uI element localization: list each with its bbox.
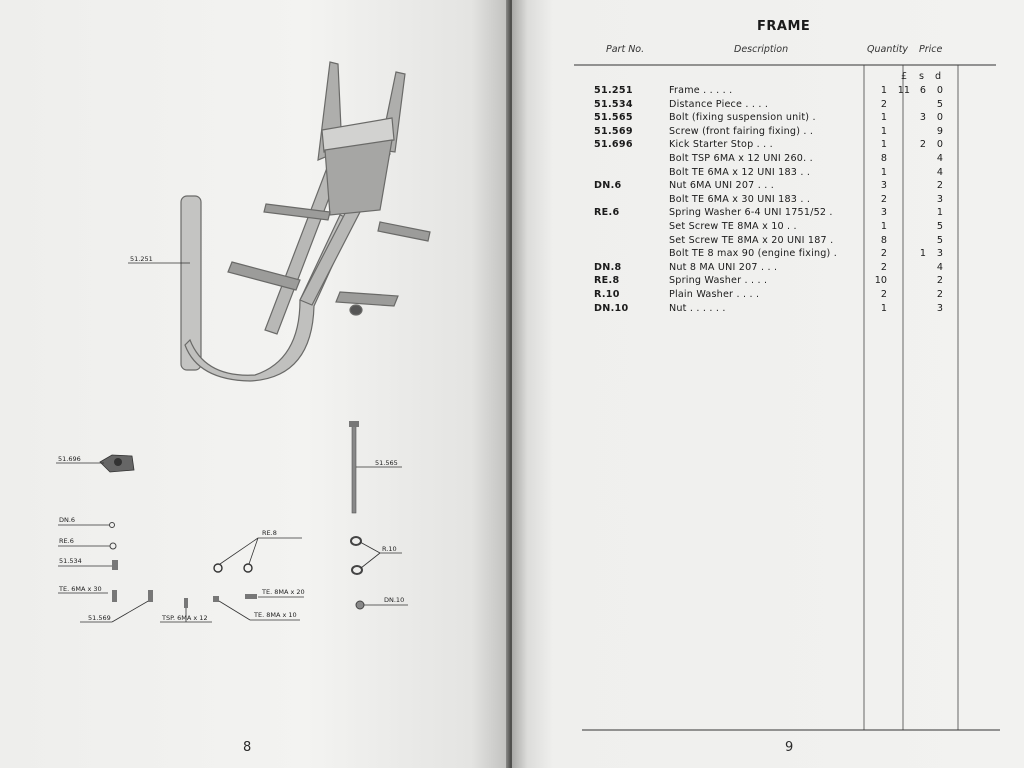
price-pence: 3: [936, 193, 943, 205]
quantity: 10: [874, 275, 887, 287]
label-te6: TE. 6MA x 30: [59, 585, 102, 593]
price-pence: 4: [936, 261, 943, 273]
price-pence: 0: [936, 85, 943, 96]
table-row: [512, 179, 1024, 192]
quantity: 2: [880, 289, 887, 300]
label-bolt-long: 51.565: [375, 459, 398, 467]
page-number-left: 8: [243, 740, 252, 755]
description: Bolt TE 8 max 90 (engine fixing) .: [669, 248, 837, 260]
currency-pence: d: [935, 71, 942, 82]
quantity: 1: [880, 139, 887, 151]
description: Nut . . . . . .: [669, 302, 726, 314]
part-number: DN.10: [594, 302, 629, 314]
header-part-no: Part No.: [606, 44, 645, 55]
price-shillings: 3: [919, 112, 926, 124]
header-description: Description: [734, 44, 789, 55]
table-row: [512, 234, 1024, 247]
price-shillings: 6: [919, 85, 926, 96]
description: Nut 6MA UNI 207 . . .: [669, 180, 774, 192]
description: Set Screw TE 8MA x 10 . .: [669, 221, 797, 232]
label-te8-20: TE. 8MA x 20: [262, 588, 305, 596]
price-pence: 5: [936, 234, 943, 246]
price-pence: 0: [936, 112, 943, 124]
part-number: 51.569: [594, 125, 633, 137]
quantity: 1: [880, 125, 887, 137]
header-quantity: Quantity: [867, 44, 909, 55]
table-row: [512, 84, 1024, 97]
table-row: [512, 193, 1024, 206]
label-distance-piece: 51.534: [59, 557, 82, 565]
description: Kick Starter Stop . . .: [669, 139, 773, 151]
quantity: 2: [880, 261, 887, 273]
table-row: [512, 274, 1024, 287]
price-pence: 9: [936, 125, 943, 137]
price-pounds: 11: [897, 85, 910, 96]
price-pence: 2: [936, 289, 943, 300]
price-pence: 5: [936, 221, 943, 232]
label-re8: RE.8: [262, 529, 277, 537]
description: Distance Piece . . . .: [669, 98, 769, 110]
description: Spring Washer . . . .: [669, 275, 768, 287]
quantity: 1: [880, 221, 887, 232]
part-number: 51.696: [594, 139, 633, 151]
quantity: 8: [880, 153, 887, 164]
label-frame: 51.251: [130, 255, 153, 263]
description: Bolt TE 6MA x 30 UNI 183 . .: [669, 193, 811, 205]
description: Nut 8 MA UNI 207 . . .: [669, 261, 778, 273]
quantity: 1: [880, 85, 887, 96]
price-pence: 2: [936, 180, 943, 192]
quantity: 3: [880, 180, 887, 192]
table-row: [512, 152, 1024, 165]
description: Screw (front fairing fixing) . .: [669, 125, 814, 137]
page-title: FRAME: [757, 19, 811, 34]
label-r10: R.10: [382, 545, 397, 553]
price-pence: 4: [936, 153, 943, 164]
description: Frame . . . . .: [669, 85, 733, 96]
price-shillings: 1: [919, 248, 926, 260]
table-row: [512, 220, 1024, 233]
table-row: [512, 261, 1024, 274]
price-pence: 3: [936, 248, 943, 260]
label-re6: RE.6: [59, 537, 74, 545]
part-number: RE.6: [594, 207, 620, 219]
currency-pounds: £: [901, 71, 908, 82]
label-kick-stop: 51.696: [58, 455, 81, 463]
header-price: Price: [919, 44, 943, 55]
description: Spring Washer 6-4 UNI 1751/52 .: [669, 207, 833, 219]
price-pence: 3: [936, 302, 943, 314]
price-pence: 2: [936, 275, 943, 287]
price-pence: 1: [936, 207, 943, 219]
quantity: 2: [880, 248, 887, 260]
right-page: [512, 0, 1024, 768]
price-pence: 5: [936, 98, 943, 110]
description: Set Screw TE 8MA x 20 UNI 187 .: [669, 234, 834, 246]
quantity: 2: [880, 193, 887, 205]
part-number: R.10: [594, 289, 620, 300]
quantity: 2: [880, 98, 887, 110]
currency-shillings: s: [919, 71, 924, 82]
part-number: 51.534: [594, 98, 633, 110]
part-number: 51.251: [594, 85, 633, 96]
label-tsp: TSP. 6MA x 12: [162, 614, 208, 622]
table-row: [512, 247, 1024, 260]
table-row: [512, 98, 1024, 111]
part-number: DN.6: [594, 180, 622, 192]
table-row: [512, 138, 1024, 151]
table-row: [512, 166, 1024, 179]
part-number: 51.565: [594, 112, 633, 124]
label-screw: 51.569: [88, 614, 111, 622]
quantity: 8: [880, 234, 887, 246]
price-shillings: 2: [919, 139, 926, 151]
part-number: DN.8: [594, 261, 622, 273]
description: Plain Washer . . . .: [669, 289, 760, 300]
table-row: [512, 111, 1024, 124]
table-row: [512, 302, 1024, 315]
quantity: 3: [880, 207, 887, 219]
label-dn10: DN.10: [384, 596, 405, 604]
table-row: [512, 288, 1024, 301]
table-row: [512, 206, 1024, 219]
quantity: 1: [880, 112, 887, 124]
part-number: RE.8: [594, 275, 620, 287]
quantity: 1: [880, 302, 887, 314]
page-number-right: 9: [785, 740, 794, 755]
description: Bolt (fixing suspension unit) .: [669, 112, 816, 124]
quantity: 1: [880, 166, 887, 178]
price-pence: 4: [936, 166, 943, 178]
description: Bolt TSP 6MA x 12 UNI 260. .: [669, 153, 813, 164]
price-pence: 0: [936, 139, 943, 151]
table-row: [512, 125, 1024, 138]
label-te8-10: TE. 8MA x 10: [254, 611, 297, 619]
label-dn6: DN.6: [59, 516, 76, 524]
description: Bolt TE 6MA x 12 UNI 183 . .: [669, 166, 811, 178]
